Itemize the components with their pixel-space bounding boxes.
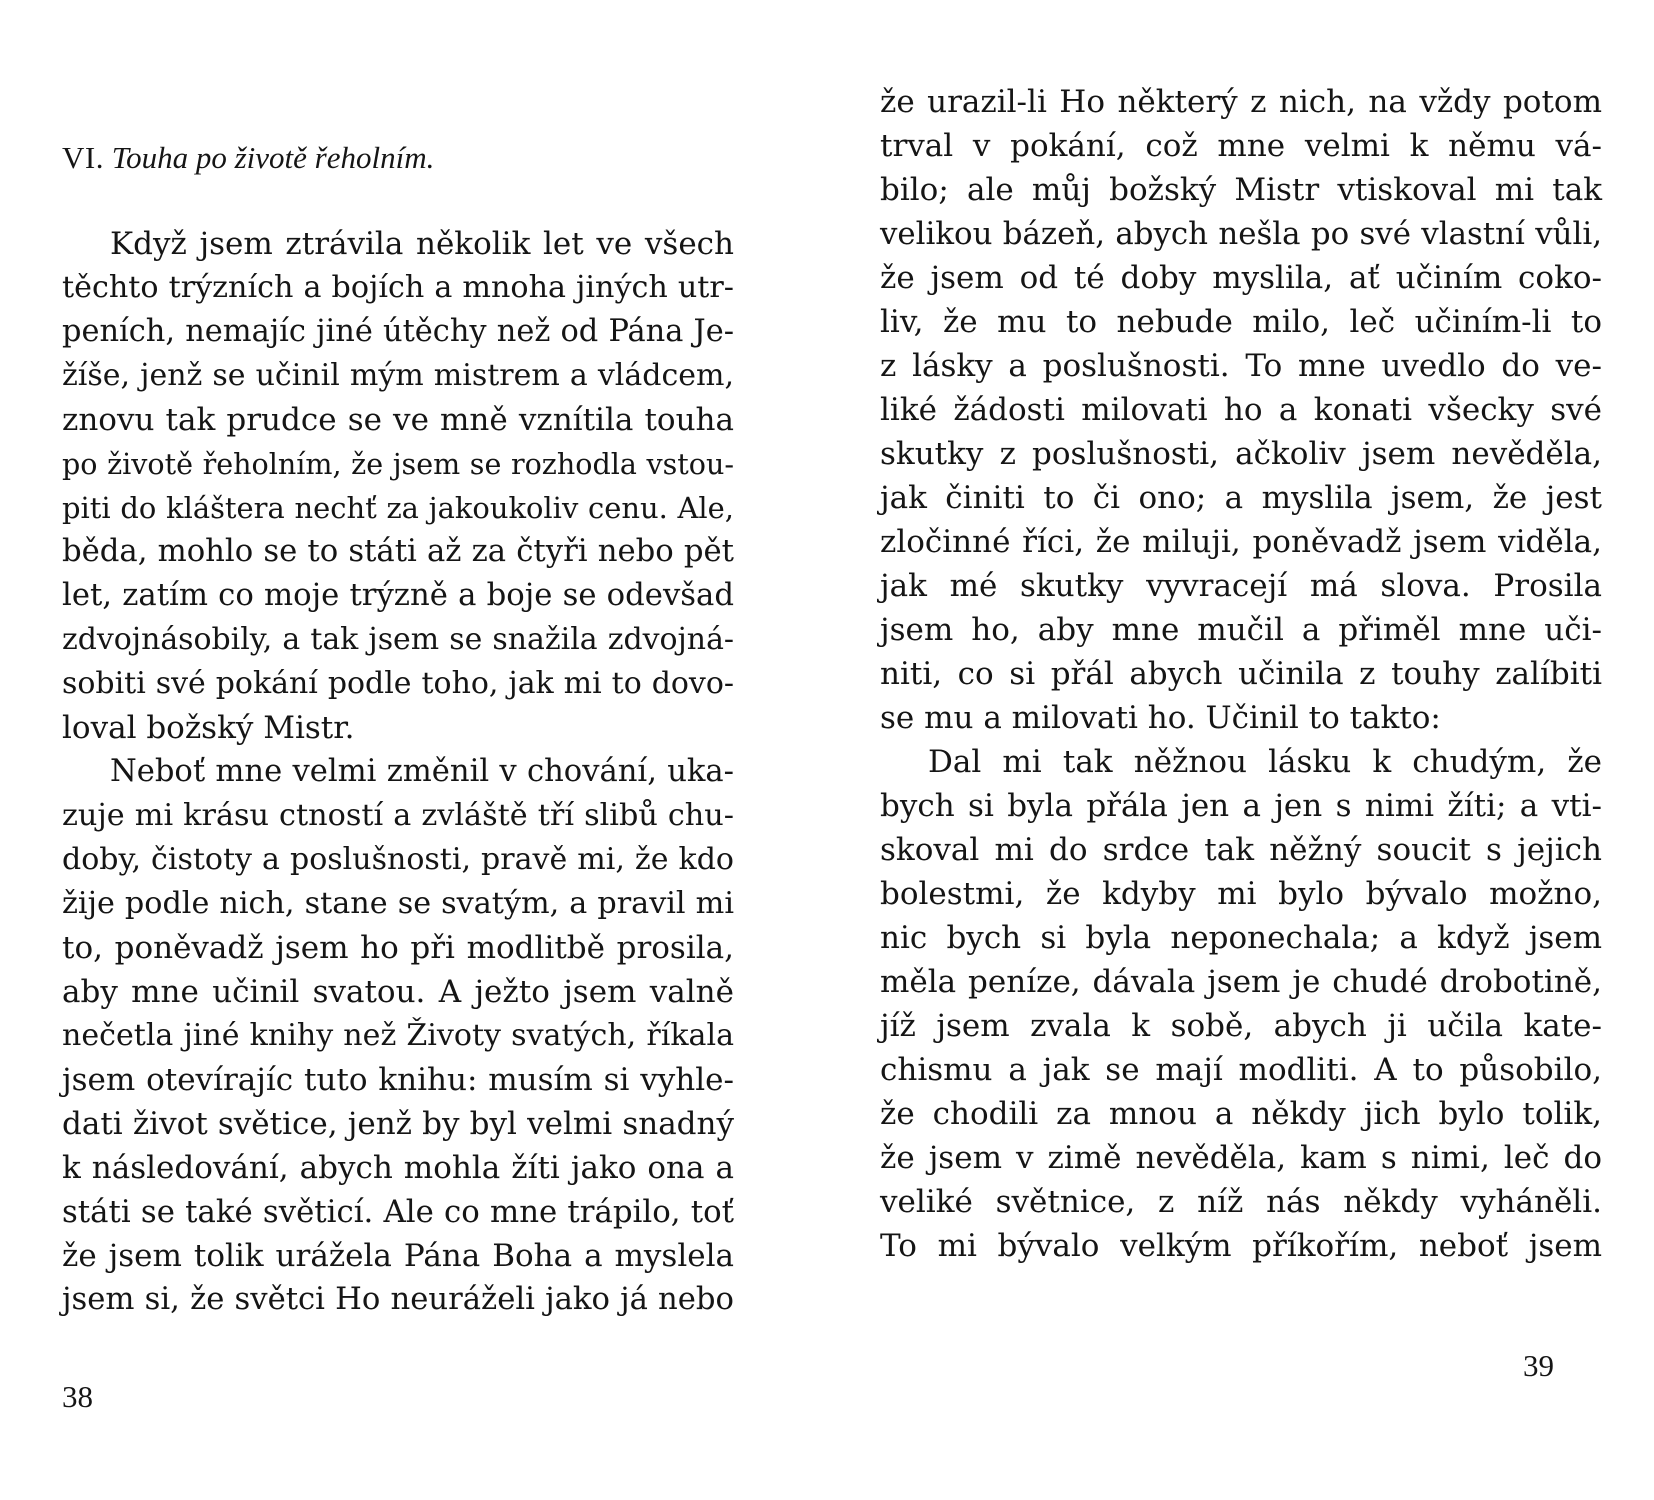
text-line: liké žádosti milovati ho a konati všecky své xyxy=(880,392,1602,428)
text-line: peních, nemajíc jiné útěchy než od Pána Je- xyxy=(62,314,734,349)
right-text-block xyxy=(880,80,1602,1268)
text-line: znovu tak prudce se ve mně vznítila touha xyxy=(62,402,734,438)
left-text-block xyxy=(62,222,734,1322)
text-line: To mi bývalo velkým příkořím, neboť jsem xyxy=(880,1228,1602,1264)
left-page xyxy=(62,0,734,1500)
text-line: měla peníze, dávala jsem je chudé drobotině, xyxy=(880,964,1602,1000)
text-line: zuje mi krásu ctností a zvláště tří slibů chu- xyxy=(62,798,734,833)
text-line: jíž jsem zvala k sobě, abych ji učila kate- xyxy=(880,1008,1602,1044)
chapter-title: Touha po životě řeholním. xyxy=(111,140,435,175)
text-line: dati život světice, jenž by byl velmi snadný xyxy=(62,1106,734,1142)
text-line: státi se také světicí. Ale co mne trápilo, toť xyxy=(62,1194,734,1230)
text-line: jsem si, že světci Ho neuráželi jako já nebo xyxy=(62,1282,734,1317)
text-line: zdvojnásobily, a tak jsem se snažila zdvojná- xyxy=(62,622,734,657)
chapter-heading xyxy=(62,136,734,180)
text-line: jak mé skutky vyvracejí má slova. Prosila xyxy=(880,568,1602,604)
text-line: Když jsem ztrávila několik let ve všech xyxy=(110,226,734,262)
text-line: jak činiti to či ono; a myslila jsem, že jest xyxy=(880,480,1602,516)
text-line: že jsem tolik urážela Pána Boha a myslela xyxy=(62,1238,734,1274)
text-line: žije podle nich, stane se svatým, a pravil mi xyxy=(62,886,734,921)
text-line: piti do kláštera nechť za jakoukoliv cenu. Ale, xyxy=(62,491,734,525)
text-line: k následování, abych mohla žíti jako ona a xyxy=(62,1150,734,1186)
text-line: let, zatím co moje trýzně a boje se odevšad xyxy=(62,578,734,613)
text-line: z lásky a poslušnosti. To mne uvedlo do ve- xyxy=(880,348,1602,384)
text-line: nic bych si byla neponechala; a když jsem xyxy=(880,920,1602,956)
text-line: jsem ho, aby mne mučil a přiměl mne uči- xyxy=(880,612,1602,648)
text-line: bolestmi, že kdyby mi bylo bývalo možno, xyxy=(880,876,1602,912)
text-line: to, poněvadž jsem ho při modlitbě prosila, xyxy=(62,930,734,966)
text-line: bych si byla přála jen a jen s nimi žíti; a vti- xyxy=(880,788,1602,824)
text-line: sobiti své pokání podle toho, jak mi to dovo- xyxy=(62,666,734,701)
text-line: se mu a milovati ho. Učinil to takto: xyxy=(880,700,1441,736)
page-number-left: 38 xyxy=(62,1379,93,1414)
text-line: jsem otevírajíc tuto knihu: musím si vyhle- xyxy=(62,1062,734,1098)
text-line: skoval mi do srdce tak něžný soucit s jejich xyxy=(880,832,1602,868)
text-line: skutky z poslušnosti, ačkoliv jsem nevěděla, xyxy=(880,436,1602,472)
right-page xyxy=(880,0,1602,1500)
text-line: že jsem od té doby myslila, ať učiním coko- xyxy=(880,260,1602,296)
text-line: liv, že mu to nebude milo, leč učiním-li to xyxy=(880,304,1602,340)
text-line: nečetla jiné knihy než Životy svatých, říkala xyxy=(62,1018,734,1053)
text-line: žíše, jenž se učinil mým mistrem a vládcem, xyxy=(62,358,734,393)
chapter-number: VI. xyxy=(62,140,104,175)
text-line: že chodili za mnou a někdy jich bylo tolik, xyxy=(880,1096,1602,1132)
page-number-right: 39 xyxy=(1523,1348,1554,1383)
text-line: zločinné říci, že miluji, poněvadž jsem viděla, xyxy=(880,524,1602,560)
text-line: chismu a jak se mají modliti. A to působilo, xyxy=(880,1052,1602,1088)
text-line: Dal mi tak něžnou lásku k chudým, že xyxy=(928,744,1602,780)
text-line: že jsem v zimě nevěděla, kam s nimi, leč do xyxy=(880,1140,1602,1176)
text-line: po životě řeholním, že jsem se rozhodla vstou- xyxy=(62,447,734,481)
text-line: niti, co si přál abych učinila z touhy zalíbiti xyxy=(880,656,1602,692)
text-line: těchto trýzních a bojích a mnoha jiných utr- xyxy=(62,270,734,305)
text-line: aby mne učinil svatou. A ježto jsem valně xyxy=(62,974,734,1010)
text-line: trval v pokání, což mne velmi k němu vá- xyxy=(880,128,1602,164)
text-line: běda, mohlo se to státi až za čtyři nebo pět xyxy=(62,534,734,569)
text-line: veliké světnice, z níž nás někdy vyháněli. xyxy=(880,1184,1602,1220)
text-line: doby, čistoty a poslušnosti, pravě mi, že kdo xyxy=(62,842,734,877)
text-line: velikou bázeň, abych nešla po své vlastní vůli, xyxy=(880,216,1602,252)
text-line: že urazil-li Ho některý z nich, na vždy potom xyxy=(880,84,1602,120)
text-line: bilo; ale můj božský Mistr vtiskoval mi tak xyxy=(880,172,1602,208)
text-line: loval božský Mistr. xyxy=(62,710,355,746)
text-line: Neboť mne velmi změnil v chování, uka- xyxy=(110,754,734,789)
